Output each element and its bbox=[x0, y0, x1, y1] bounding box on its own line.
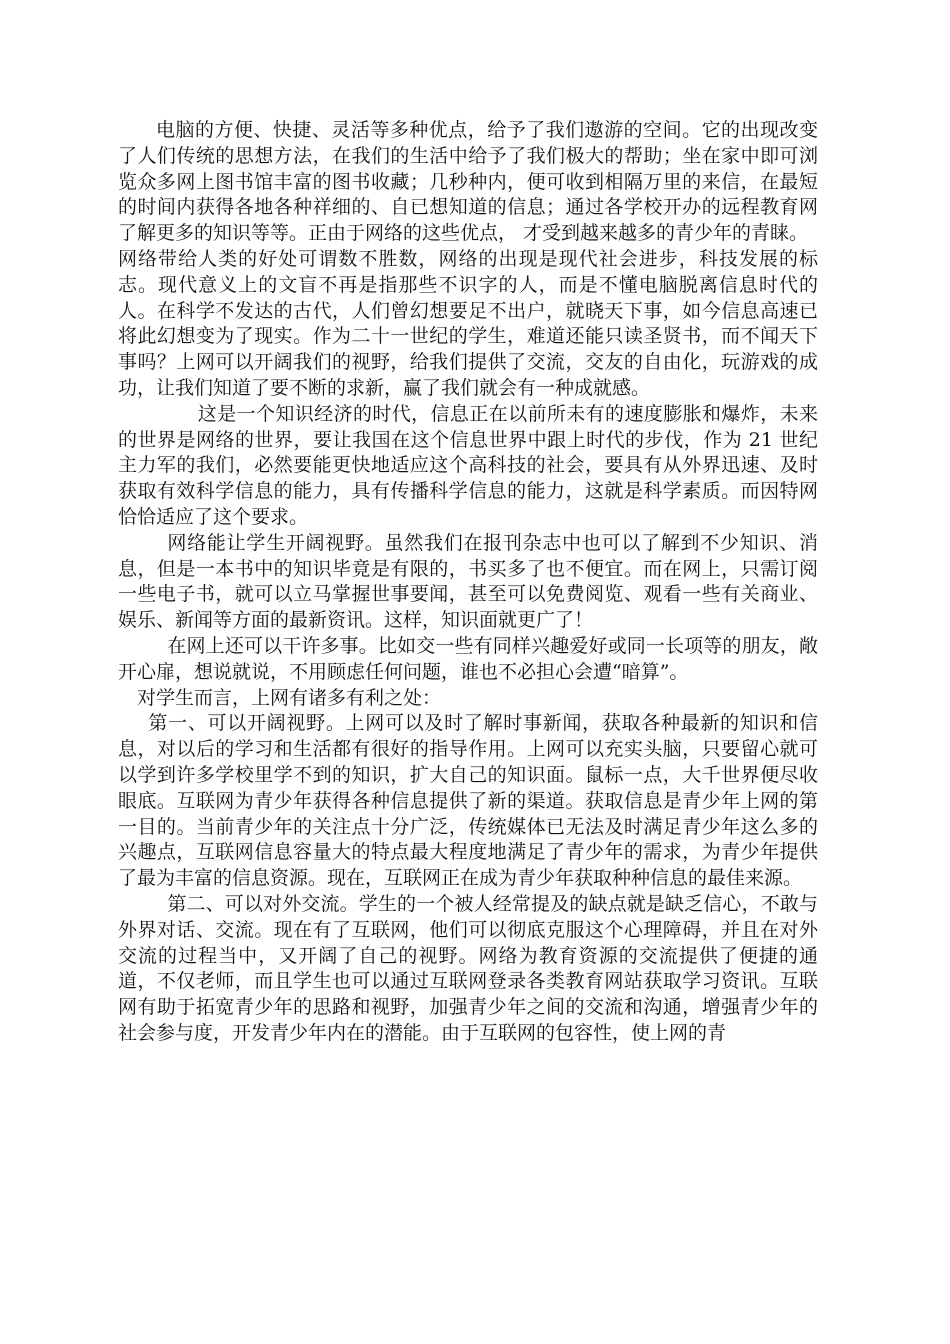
paragraph-computer-advantages: 电脑的方便、快捷、灵活等多种优点，给予了我们遨游的空间。它的出现改变了人们传统的思想方法，在我们的生活中给予了我们极大的帮助；坐在家中即可浏览众多网上图书馆丰富的图书收藏；几秒种内，便可收到相隔万里的来信，在最短的时间内获得各地各种祥细的、自已想知道的信息；通过各学校开办的远程教育网了解更多的知识等等。正由于网络的这些优点， 才受到越来越多的青少年的青睐。 bbox=[118, 119, 818, 245]
paragraph-online-friends: 在网上还可以干许多事。比如交一些有同样兴趣爱好或同一长项等的朋友，敞开心扉，想说就说，不用顾虑任何问题，谁也不必担心会遭“暗算”。 bbox=[118, 634, 818, 683]
document-body bbox=[118, 118, 818, 1047]
paragraph-network-benefits: 网络带给人类的好处可谓数不胜数，网络的出现是现代社会进步，科技发展的标志。现代意义上的文盲不再是指那些不识字的人，而是不懂电脑脱离信息时代的人。在科学不发达的古代，人们曾幻想要足不出户，就晓天下事，如今信息高速已将此幻想变为了现实。作为二十一世纪的学生，难道还能只读圣贤书，而不闻天下事吗？上网可以开阔我们的视野，给我们提供了交流，交友的自由化，玩游戏的成功，让我们知道了要不断的求新，赢了我们就会有一种成就感。 bbox=[118, 247, 818, 399]
paragraph-benefit-first: 第一、可以开阔视野。上网可以及时了解时事新闻，获取各种最新的知识和信息，对以后的学习和生活都有很好的指导作用。上网可以充实头脑，只要留心就可以学到许多学校里学不到的知识，扩大自己的知识面。鼠标一点，大千世界便尽收眼底。互联网为青少年获得各种信息提供了新的渠道。获取信息是青少年上网的第一目的。当前青少年的关注点十分广泛，传统媒体已无法及时满足青少年这么多的兴趣点，互联网信息容量大的特点最大程度地满足了青少年的需求，为青少年提供了最为丰富的信息资源。现在，互联网正在成为青少年获取种种信息的最佳来源。 bbox=[118, 712, 818, 890]
paragraph-benefit-second: 第二、可以对外交流。学生的一个被人经常提及的缺点就是缺乏信心，不敢与外界对话、交流。现在有了互联网，他们可以彻底克服这个心理障碍，并且在对外交流的过程当中，又开阔了自己的视野。网络为教育资源的交流提供了便捷的通道，不仅老师，而且学生也可以通过互联网登录各类教育网站获取学习资讯。互联网有助于拓宽青少年的思路和视野，加强青少年之间的交流和沟通，增强青少年的社会参与度，开发青少年内在的潜能。由于互联网的包容性，使上网的青 bbox=[118, 892, 818, 1044]
paragraph-student-benefits-intro: 对学生而言，上网有诸多有利之处： bbox=[137, 686, 442, 709]
paragraph-knowledge-economy: 这是一个知识经济的时代，信息正在以前所未有的速度膨胀和爆炸，未来的世界是网络的世界，要让我国在这个信息世界中跟上时代的步伐，作为 21 世纪主力军的我们，必然要能更快地适应这个高科技的社会，要具有从外界迅速、及时获取有效科学信息的能力，具有传播科学信息的能力，这就是科学素质。而因特网恰恰适应了这个要求。 bbox=[118, 402, 818, 528]
paragraph-broaden-horizons: 网络能让学生开阔视野。虽然我们在报刊杂志中也可以了解到不少知识、消息，但是一本书中的知识毕竟是有限的，书买多了也不便宜。而在网上，只需订阅一些电子书，就可以立马掌握世事要闻，甚至可以免费阅览、观看一些有关商业、娱乐、新闻等方面的最新资讯。这样，知识面就更广了！ bbox=[118, 531, 818, 632]
